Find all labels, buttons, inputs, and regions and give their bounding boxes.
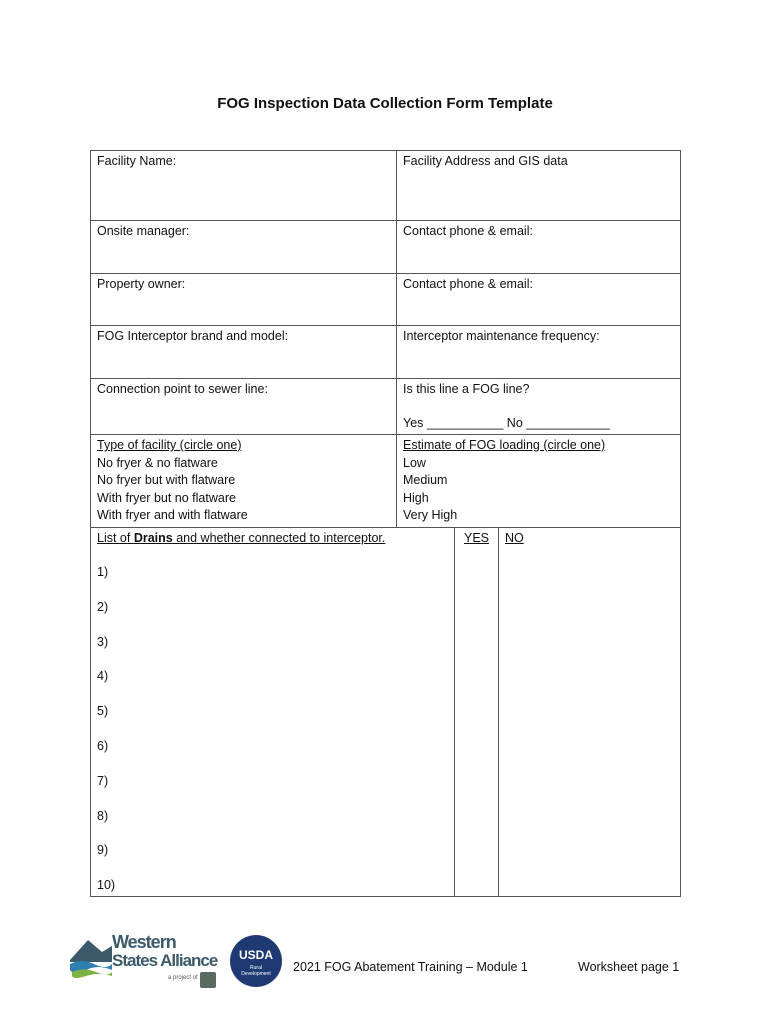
manager-contact-label: Contact phone & email:	[403, 224, 533, 238]
usda-rural: Rural	[250, 965, 262, 971]
manager-contact-field[interactable]	[397, 221, 681, 274]
drain-item[interactable]: 9)	[97, 843, 109, 858]
maintenance-frequency-field[interactable]	[397, 326, 681, 379]
inspection-form	[90, 150, 681, 897]
drain-item[interactable]: 1)	[97, 565, 109, 579]
fog-line-question: Is this line a FOG line?	[403, 382, 530, 396]
facility-type-heading: Type of facility (circle one)	[97, 438, 242, 452]
drains-list	[97, 564, 448, 894]
drain-item[interactable]: 2)	[97, 599, 109, 614]
drains-heading	[97, 530, 448, 548]
fog-loading-heading: Estimate of FOG loading (circle one)	[403, 438, 606, 452]
maintenance-frequency-label: Interceptor maintenance frequency:	[403, 329, 600, 343]
interceptor-brand-label: FOG Interceptor brand and model:	[97, 329, 289, 343]
fog-loading-option[interactable]: Very High	[403, 508, 458, 522]
owner-contact-field[interactable]	[397, 274, 681, 326]
no-column[interactable]	[499, 527, 681, 897]
page-title: FOG Inspection Data Collection Form Template	[217, 95, 553, 112]
yes-no-blanks: Yes ___________ No ____________	[403, 415, 610, 430]
onsite-manager-field[interactable]	[91, 221, 397, 274]
facility-address-label: Facility Address and GIS data	[403, 154, 568, 168]
no-header: NO	[505, 530, 524, 545]
wsa-subtext: a project of	[168, 975, 198, 981]
drain-item[interactable]: 8)	[97, 808, 109, 823]
interceptor-brand-field[interactable]	[91, 326, 397, 379]
drains-cell	[91, 527, 455, 897]
yes-column[interactable]	[455, 527, 499, 897]
wsa-name-line2: States Alliance	[112, 951, 218, 970]
fog-loading-option[interactable]: High	[403, 490, 429, 505]
usda-badge	[230, 935, 282, 987]
fog-loading-cell	[397, 435, 681, 528]
mountain-wave-icon	[68, 934, 114, 980]
wsa-name-line1: Western	[112, 932, 176, 952]
facility-type-option[interactable]: No fryer & no flatware	[97, 455, 218, 470]
wsa-logo	[68, 932, 220, 992]
facility-type-cell	[91, 435, 397, 528]
drains-heading-suffix: and whether connected to interceptor.	[172, 530, 386, 545]
drain-item[interactable]: 3)	[97, 634, 109, 649]
facility-type-option[interactable]: With fryer but no flatware	[97, 490, 236, 505]
fog-loading-option[interactable]: Medium	[403, 473, 448, 487]
partner-logo-icon	[200, 972, 216, 988]
drains-heading-prefix: List of	[97, 530, 134, 545]
facility-type-option[interactable]: No fryer but with flatware	[97, 473, 236, 487]
facility-name-label: Facility Name:	[97, 154, 177, 168]
connection-point-field[interactable]	[91, 379, 397, 435]
drain-item[interactable]: 10)	[97, 878, 116, 893]
footer-page-number: Worksheet page 1	[578, 960, 680, 974]
property-owner-label: Property owner:	[97, 277, 186, 291]
fog-loading-option[interactable]: Low	[403, 455, 426, 470]
property-owner-field[interactable]	[91, 274, 397, 326]
footer-training-title: 2021 FOG Abatement Training – Module 1	[293, 960, 528, 974]
facility-name-field[interactable]	[91, 151, 397, 221]
facility-address-field[interactable]	[397, 151, 681, 221]
yes-header: YES	[463, 530, 489, 545]
drain-item[interactable]: 4)	[97, 669, 109, 684]
drain-item[interactable]: 7)	[97, 773, 109, 788]
connection-point-label: Connection point to sewer line:	[97, 382, 268, 396]
drain-item[interactable]: 5)	[97, 704, 109, 719]
usda-label: USDA	[238, 948, 273, 962]
usda-development: Development	[241, 971, 271, 977]
drains-heading-bold: Drains	[133, 530, 173, 545]
facility-type-option[interactable]: With fryer and with flatware	[97, 508, 248, 522]
fog-line-field[interactable]	[397, 379, 681, 435]
owner-contact-label: Contact phone & email:	[403, 277, 533, 291]
onsite-manager-label: Onsite manager:	[97, 224, 190, 238]
drain-item[interactable]: 6)	[97, 738, 109, 753]
